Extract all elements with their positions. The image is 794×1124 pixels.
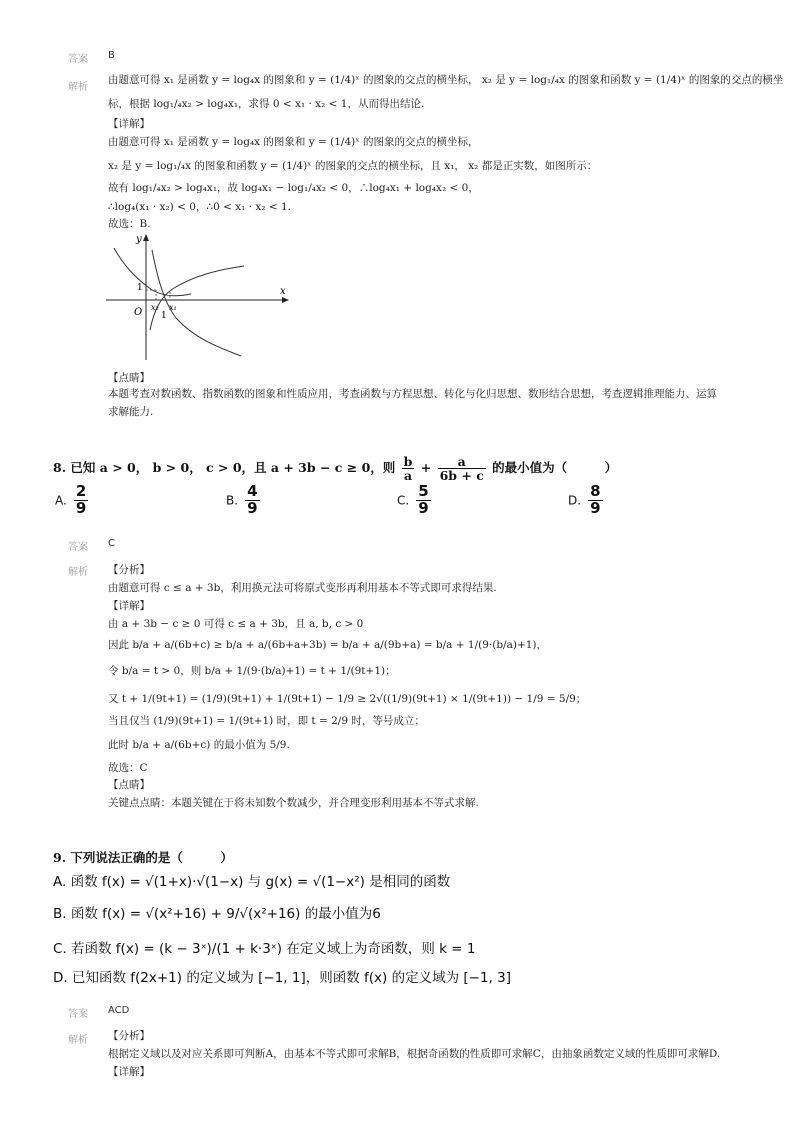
question-9-stem: 9. 下列说法正确的是（ ） (53, 850, 233, 865)
detail-line: ∴log₄(x₁ · x₂) < 0，∴0 < x₁ · x₂ < 1. (108, 201, 292, 213)
log-quarter-curve (152, 250, 241, 356)
detail-line: 故有 log₁/₄x₂ > log₄x₁，故 log₄x₁ − log₁/₄x₂ < 0，∴log₄x₁ + log₄x₂ < 0， (108, 182, 479, 194)
stem-fraction: $\frac{b}{a}$ (403, 454, 413, 484)
option-b: B. $\frac{4}{9}$ (226, 482, 258, 517)
y-axis-arrow (143, 234, 149, 241)
x2-label: x₂ (151, 303, 159, 312)
analysis-line: 由题意可得 c ≤ a + 3b，利用换元法可将原式变形再利用基本不等式即可求得结果. (108, 582, 497, 594)
answer-tag: 答案 (68, 54, 88, 65)
x1-label: x₁ (169, 303, 177, 312)
analysis-tag: 解析 (68, 1035, 88, 1046)
detail-line: 由题意可得 x₁ 是函数 y = log₄x 的图象和 y = (1/4)ˣ 的图象的交点的横坐标， (108, 136, 479, 148)
detail-line: 令 b/a = t > 0，则 b/a + 1/(9·(b/a)+1) = t + 1/(9t+1)； (108, 665, 396, 677)
question-8-stem: 8. 已知 a > 0， b > 0， c > 0，且 a + 3b − c ≥ 0，则 $\frac{b}{a}$ + $\frac{a}{6b + c}$ 的最小值为（ ） (53, 454, 618, 484)
comment-label: 【点睛】 (108, 779, 150, 791)
stem-fraction: $\frac{a}{6b + c}$ (439, 454, 484, 484)
detail-label: 【详解】 (108, 600, 150, 612)
detail-line: 又 t + 1/(9t+1) = (1/9)(9t+1) + 1/(9t+1) − 1/9 ≥ 2√((1/9)(9t+1) × 1/(9t+1)) − 1/9 = 5/9； (108, 693, 587, 705)
option-a: A. 函数 f(x) = √(1+x)·√(1−x) 与 g(x) = √(1−x²) 是相同的函数 (53, 874, 451, 890)
exp-curve (114, 248, 191, 296)
origin-label: O (134, 307, 143, 318)
detail-label: 【详解】 (108, 1066, 150, 1078)
analysis-label: 【分析】 (108, 564, 150, 576)
option-c: C. $\frac{5}{9}$ (397, 482, 429, 517)
detail-line: 故选：B. (108, 218, 151, 230)
x-axis-label: x (280, 286, 286, 297)
comment-line: 本题考查对数函数、指数函数的图象和性质应用，考查函数与方程思想、转化与化归思想、数形结合思想，考查逻辑推理能力、运算 (108, 388, 717, 400)
option-d: D. 已知函数 f(2x+1) 的定义域为 [−1, 1]，则函数 f(x) 的定义域为 [−1, 3] (53, 970, 511, 986)
stem-text: 8. 已知 a > 0， b > 0， c > 0，且 a + 3b − c ≥ 0，则 (53, 460, 396, 476)
option-b: B. 函数 f(x) = √(x²+16) + 9/√(x²+16) 的最小值为6 (53, 906, 381, 922)
detail-line: 故选：C (108, 762, 148, 774)
answer-tag: 答案 (68, 1009, 88, 1020)
detail-line: 当且仅当 (1/9)(9t+1) = 1/(9t+1) 时，即 t = 2/9 时，等号成立； (108, 715, 425, 727)
answer-value: B (108, 50, 115, 61)
analysis-label: 【分析】 (108, 1030, 150, 1042)
detail-line: 因此 b/a + a/(6b+c) ≥ b/a + a/(6b+a+3b) = b/a + a/(9b+a) = b/a + 1/(9·(b/a)+1)， (108, 639, 548, 651)
analysis-line: 标，根据 log₁/₄x₂ > log₄x₁，求得 0 < x₁ · x₂ < 1，从而得出结论. (108, 98, 425, 110)
answer-value: C (108, 538, 115, 549)
analysis-line: 根据定义域以及对应关系即可判断A，由基本不等式即可求解B，根据奇函数的性质即可求解C，由抽象函数定义域的性质即可求解D. (108, 1048, 721, 1060)
y-tick-one: 1 (137, 283, 143, 293)
analysis-line: 由题意可得 x₁ 是函数 y = log₄x 的图象和 y = (1/4)ˣ 的图象的交点的横坐标， x₂ 是 y = log₁/₄x 的图象和函数 y = (1/4)ˣ 的图象的交点的横坐 (108, 74, 784, 86)
analysis-tag: 解析 (68, 82, 88, 93)
detail-line: 由 a + 3b − c ≥ 0 可得 c ≤ a + 3b，且 a, b, c > 0 (108, 618, 364, 630)
x-axis-arrow (282, 297, 289, 303)
answer-value: ACD (108, 1005, 130, 1016)
x-tick-one: 1 (161, 311, 167, 321)
detail-line: x₂ 是 y = log₁/₄x 的图象和函数 y = (1/4)ˣ 的图象的交点的横坐标，且 x₁， x₂ 都是正实数，如图所示： (108, 160, 598, 172)
option-d: D. $\frac{8}{9}$ (568, 482, 601, 517)
answer-tag: 答案 (68, 542, 88, 553)
comment-label: 【点睛】 (108, 372, 150, 384)
detail-line: 此时 b/a + a/(6b+c) 的最小值为 5/9. (108, 739, 290, 751)
analysis-tag: 解析 (68, 567, 88, 578)
comment-line: 求解能力. (108, 406, 154, 418)
detail-label: 【详解】 (108, 118, 150, 130)
y-axis-label: y (136, 234, 142, 245)
comment-line: 关键点点睛：本题关键在于将未知数个数减少，并合理变形利用基本不等式求解. (108, 797, 479, 809)
function-graph (106, 230, 296, 365)
option-a: A. $\frac{2}{9}$ (55, 482, 87, 517)
option-c: C. 若函数 f(x) = (k − 3ˣ)/(1 + k·3ˣ) 在定义域上为奇函数，则 k = 1 (53, 941, 476, 957)
stem-tail: 的最小值为（ ） (492, 460, 618, 476)
